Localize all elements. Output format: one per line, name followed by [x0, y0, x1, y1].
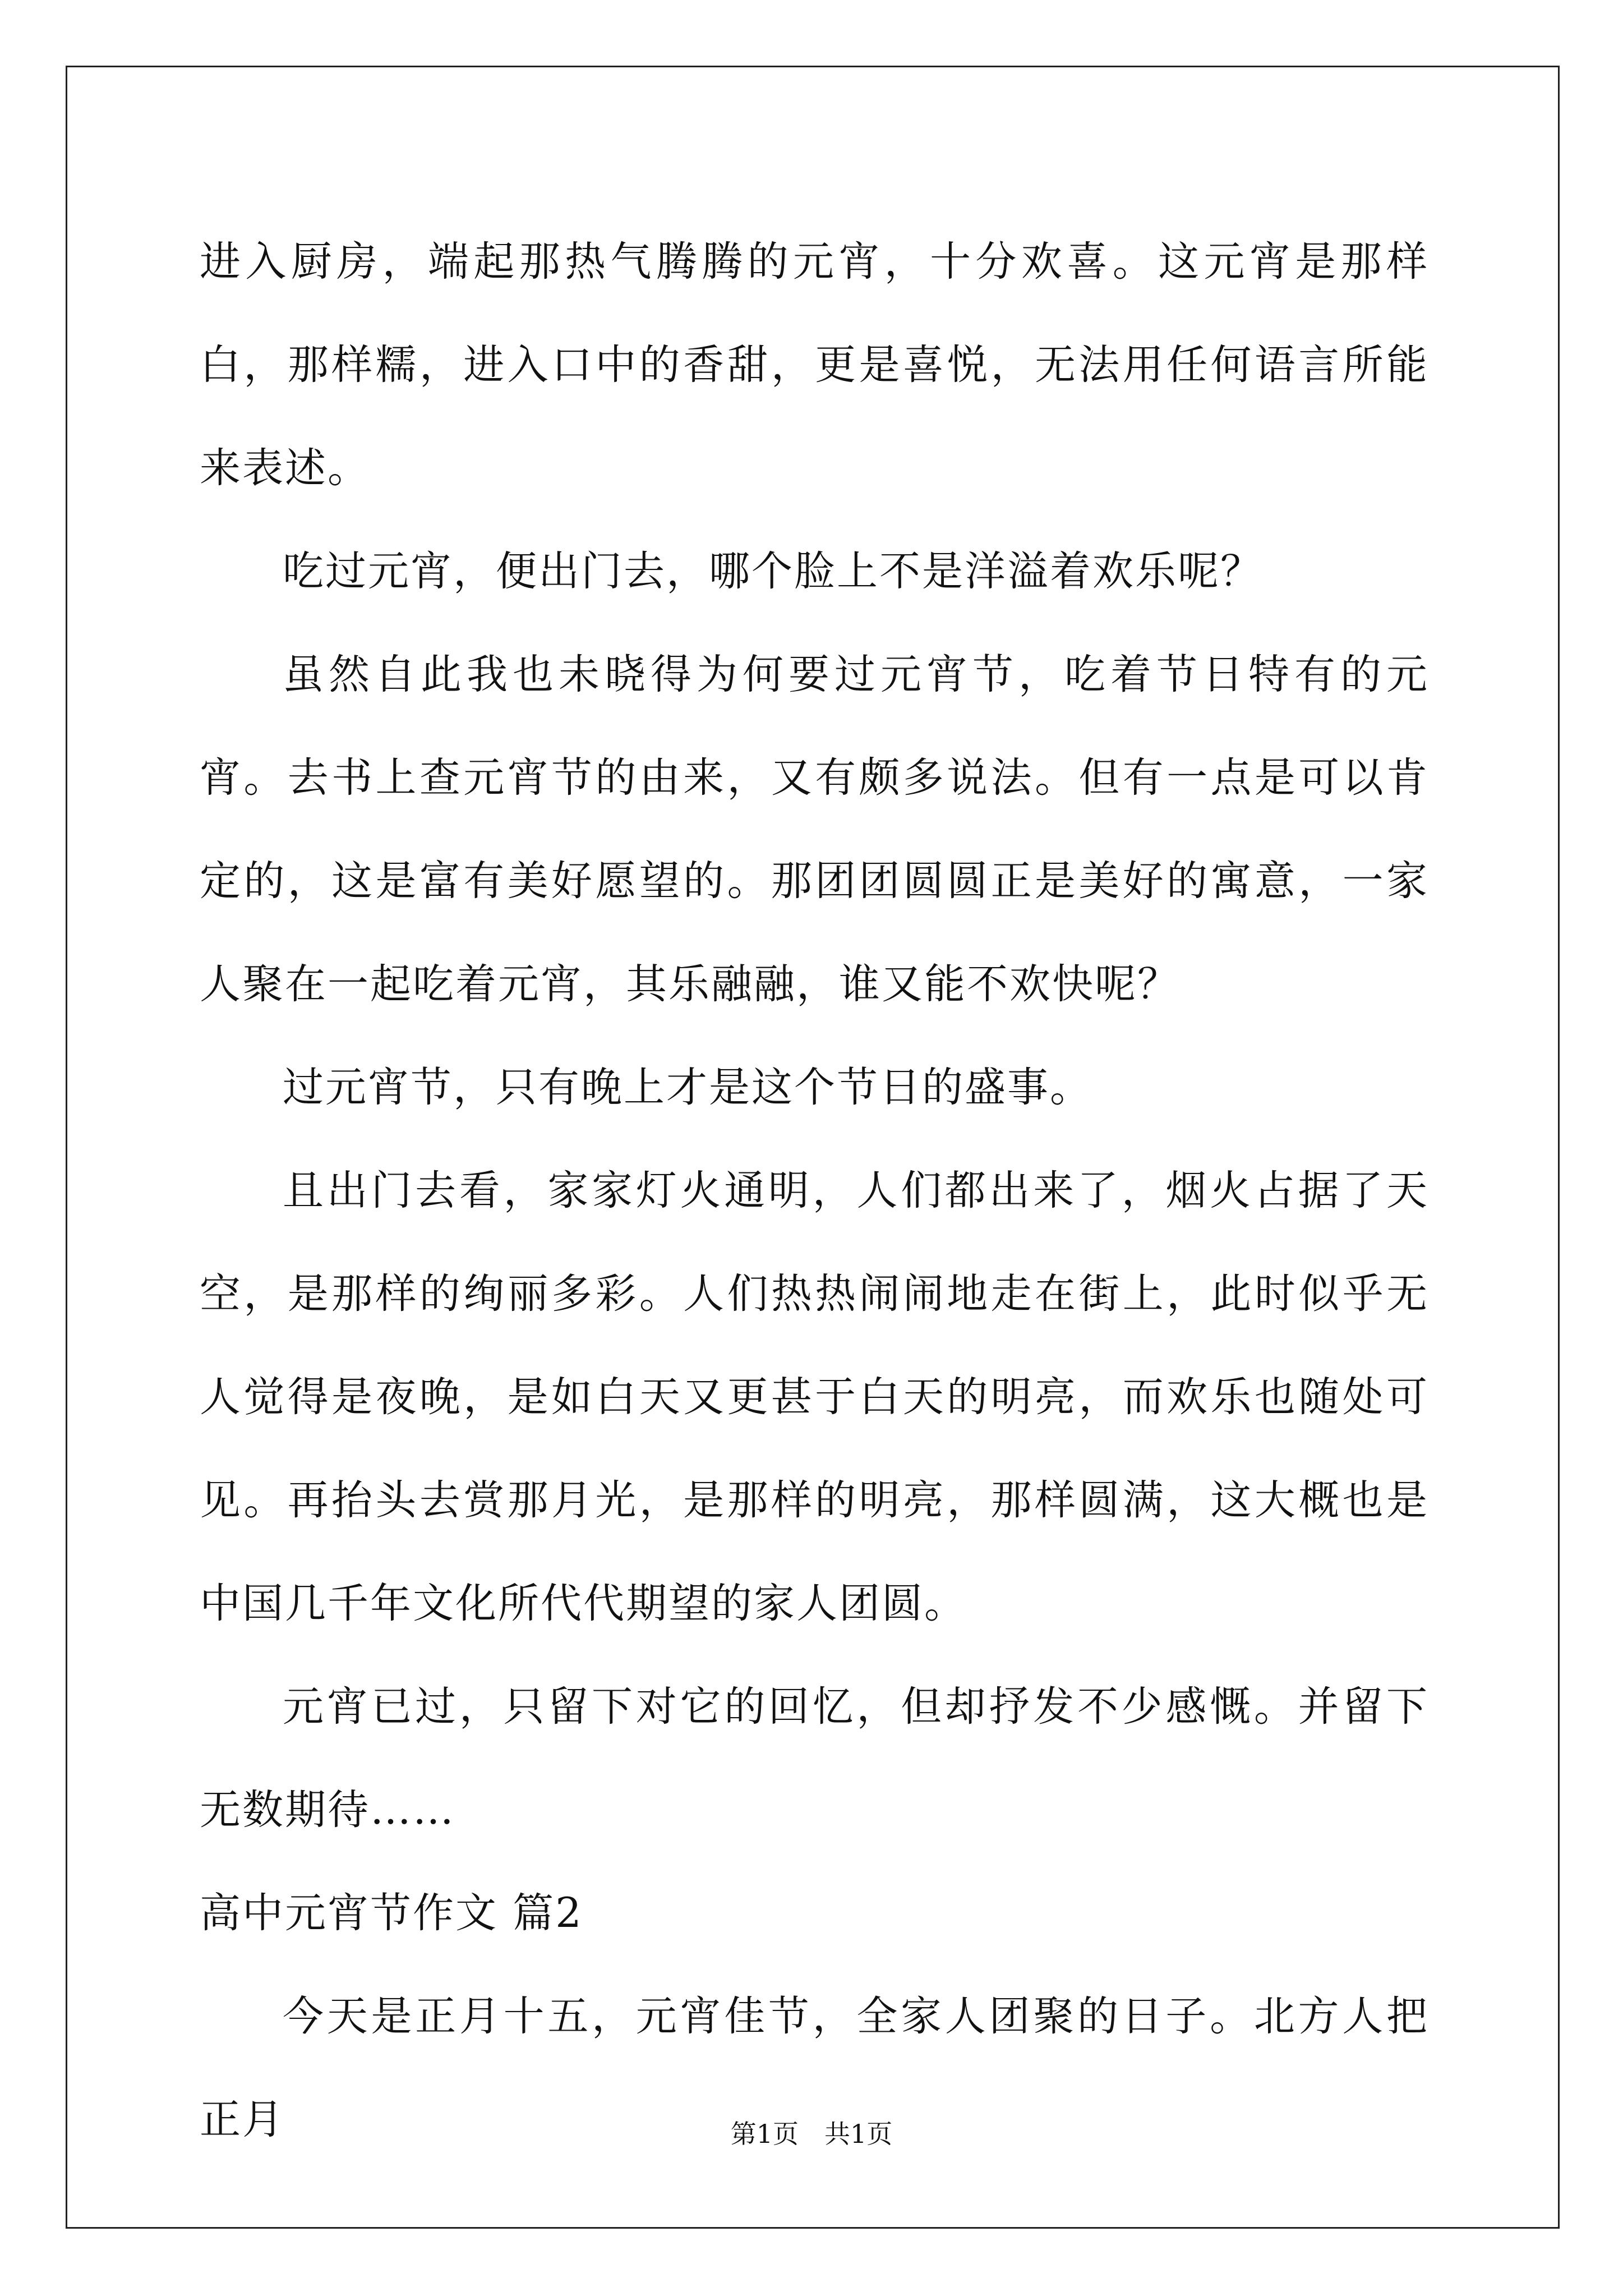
section-heading: 高中元宵节作文 篇2 [200, 1889, 583, 1937]
paragraph: 且出门去看，家家灯火通明，人们都出来了，烟火占据了天空，是那样的绚丽多彩。人们热热闹闹地走在街上，此时似乎无人觉得是夜晚，是如白天又更甚于白天的明亮，而欢乐也随处可见。再抬头去赏那月光，是那样的明亮，那样圆满，这大概也是中国几千年文化所代代期望的家人团圆。 [200, 1167, 1429, 1627]
paragraph: 吃过元宵，便出门去，哪个脸上不是洋溢着欢乐呢？ [283, 547, 1263, 595]
page-footer: 第1页 共1页 [730, 2119, 893, 2149]
document-body [200, 210, 1429, 2171]
paragraph-continuation: 进入厨房，端起那热气腾腾的元宵，十分欢喜。这元宵是那样白，那样糯，进入口中的香甜，更是喜悦，无法用任何语言所能来表述。 [200, 238, 1429, 492]
paragraph: 元宵已过，只留下对它的回忆，但却抒发不少感慨。并留下无数期待…… [200, 1683, 1429, 1834]
paragraph: 过元宵节，只有晚上才是这个节日的盛事。 [283, 1064, 1092, 1111]
paragraph: 虽然自此我也未晓得为何要过元宵节，吃着节日特有的元宵。去书上查元宵节的由来，又有颇多说法。但有一点是可以肯定的，这是富有美好愿望的。那团团圆圆正是美好的寓意，一家人聚在一起吃着元宵，其乐融融，谁又能不欢快呢？ [200, 651, 1429, 1008]
paragraph: 今天是正月十五，元宵佳节，全家人团聚的日子。北方人把正月 [200, 1993, 1429, 2143]
